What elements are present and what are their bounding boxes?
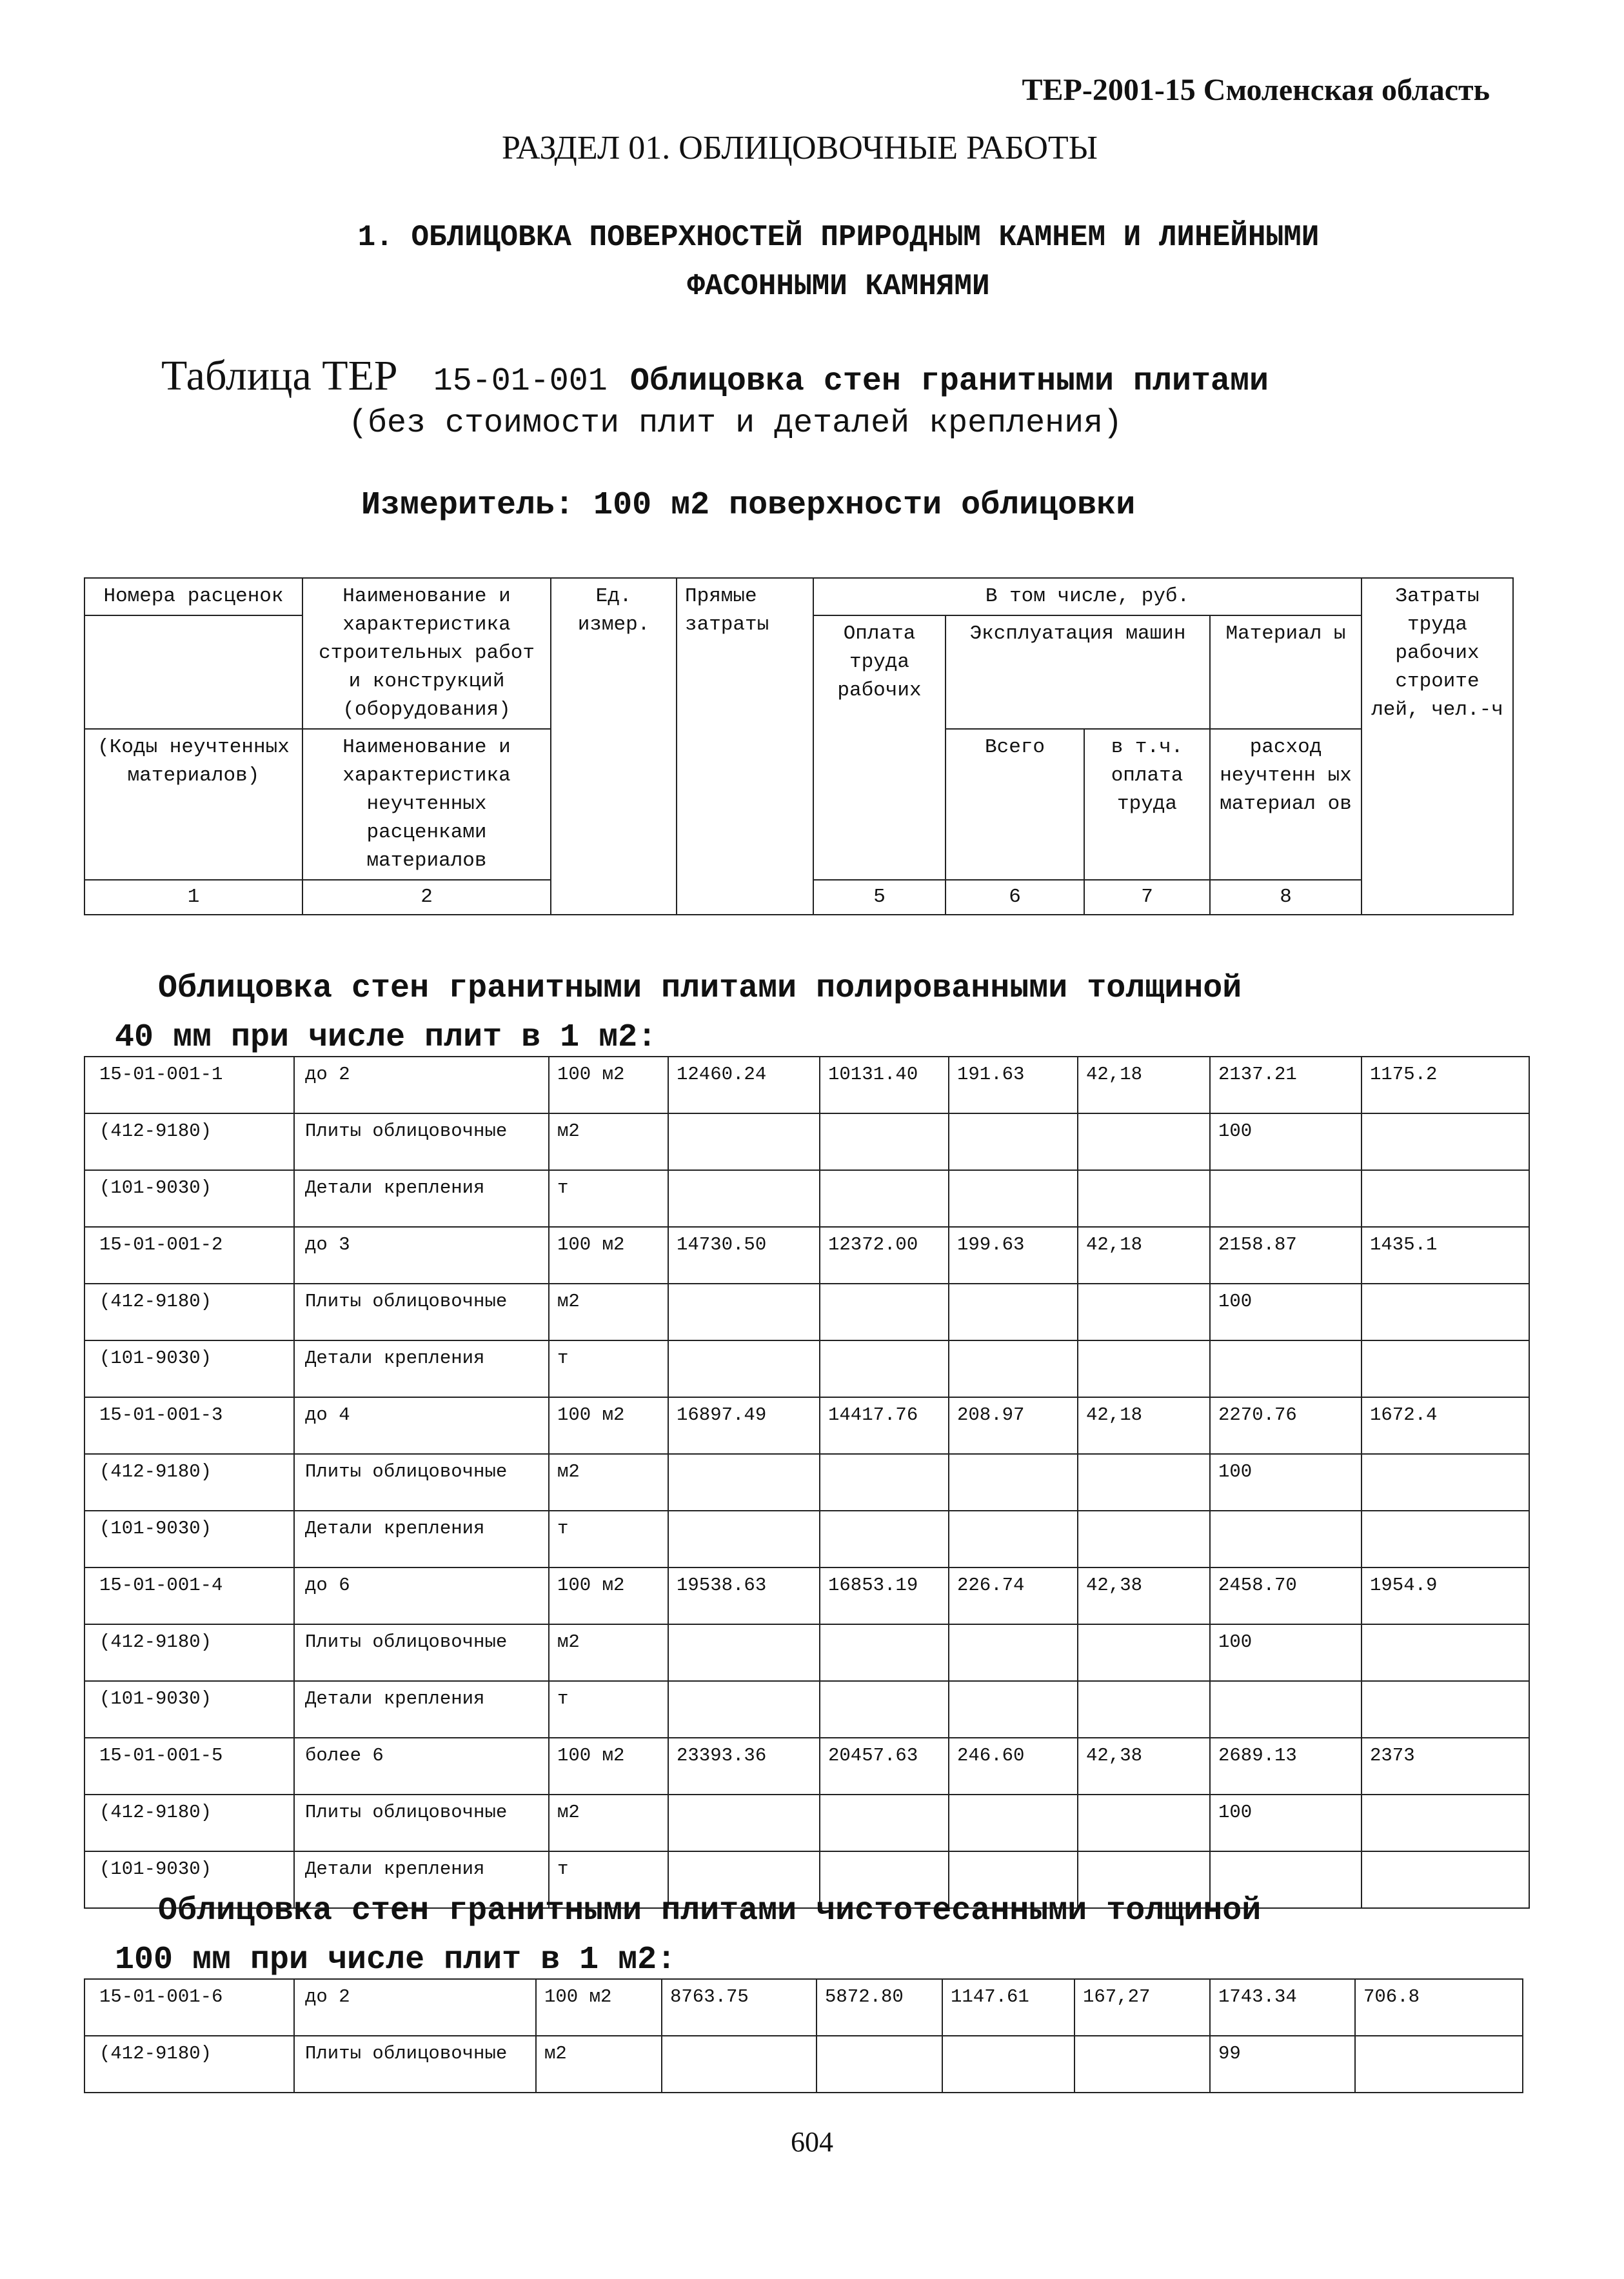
cell-materials [1210,1170,1362,1227]
cell-direct-costs [662,2036,817,2093]
cell-unit: 100 м2 [549,1567,668,1624]
cell-machines-wages [1078,1454,1210,1511]
header-machines-wages: в т.ч. оплата труда [1084,729,1210,880]
table-title [161,352,1516,401]
cell-labor [1362,1284,1529,1340]
cell-name: до 3 [294,1227,549,1284]
cell-unit: м2 [536,2036,662,2093]
subsection-title [193,213,1483,311]
cell-machines-wages [1078,1624,1210,1681]
cell-direct-costs: 19538.63 [668,1567,820,1624]
cell-wages: 16853.19 [820,1567,949,1624]
cell-machines-wages [1074,2036,1210,2093]
table-title-code: 15-01-001 [433,363,608,400]
header-col1-bottom: (Коды неучтенных материалов) [84,729,302,880]
cell-materials: 2137.21 [1210,1057,1362,1113]
cell-labor: 1954.9 [1362,1567,1529,1624]
cell-machines-total: 226.74 [949,1567,1078,1624]
cell-materials: 2458.70 [1210,1567,1362,1624]
cell-direct-costs [668,1170,820,1227]
cell-code: (101-9030) [84,1170,294,1227]
header-table [84,577,1514,915]
cell-direct-costs [668,1284,820,1340]
cell-machines-wages: 167,27 [1074,1979,1210,2036]
cell-machines-total [949,1624,1078,1681]
table-row [84,1057,1529,1113]
cell-code: (412-9180) [84,1624,294,1681]
table-row [84,1454,1529,1511]
header-col2-top: Наименование и характеристика строительных работ и конструкций (оборудования) [302,578,551,729]
page-number: 604 [791,2126,833,2158]
cell-code: 15-01-001-2 [84,1227,294,1284]
cell-code: 15-01-001-3 [84,1397,294,1454]
cell-wages [820,1681,949,1738]
unit-line: Измеритель: 100 м2 поверхности облицовки [361,487,1136,524]
cell-labor [1362,1681,1529,1738]
cell-machines-total [949,1511,1078,1567]
cell-machines-wages: 42,18 [1078,1227,1210,1284]
cell-materials: 100 [1210,1624,1362,1681]
cell-labor: 1672.4 [1362,1397,1529,1454]
cell-unit: т [549,1851,668,1908]
cell-name: Плиты облицовочные [294,1795,549,1851]
cell-machines-wages [1078,1340,1210,1397]
cell-name: Детали крепления [294,1511,549,1567]
table-row [84,1113,1529,1170]
cell-direct-costs [668,1113,820,1170]
group2-heading [0,1887,1599,1985]
cell-direct-costs [668,1340,820,1397]
col-number: 2 [302,880,551,915]
cell-labor: 2373 [1362,1738,1529,1795]
cell-unit: т [549,1170,668,1227]
cell-code: (412-9180) [84,1795,294,1851]
cell-wages [820,1511,949,1567]
cell-materials: 100 [1210,1454,1362,1511]
table-row [84,1284,1529,1340]
cell-labor [1362,1795,1529,1851]
cell-code: (412-9180) [84,1113,294,1170]
cell-materials: 1743.34 [1210,1979,1355,2036]
table-row [84,1979,1523,2036]
cell-code: (101-9030) [84,1340,294,1397]
cell-machines-total [942,2036,1074,2093]
cell-wages: 10131.40 [820,1057,949,1113]
cell-unit: 100 м2 [549,1397,668,1454]
cell-labor [1362,1624,1529,1681]
cell-name: Детали крепления [294,1170,549,1227]
cell-machines-total [949,1340,1078,1397]
cell-name: Детали крепления [294,1340,549,1397]
cell-unit: м2 [549,1624,668,1681]
cell-direct-costs: 8763.75 [662,1979,817,2036]
cell-direct-costs [668,1454,820,1511]
header-col1-top: Номера расценок [84,578,302,615]
cell-labor [1362,1113,1529,1170]
cell-wages [820,1795,949,1851]
table-row [84,1681,1529,1738]
cell-code: (412-9180) [84,2036,294,2093]
cell-name: до 6 [294,1567,549,1624]
cell-wages: 5872.80 [817,1979,942,2036]
table-row [84,1397,1529,1454]
cell-code: (412-9180) [84,1284,294,1340]
cell-wages [817,2036,942,2093]
cell-materials: 100 [1210,1284,1362,1340]
cell-unit: м2 [549,1454,668,1511]
cell-name: до 2 [294,1979,536,2036]
cell-unit: 100 м2 [549,1738,668,1795]
table-title-prefix: Таблица ТЕР [161,352,398,399]
cell-machines-wages: 42,18 [1078,1397,1210,1454]
table-row [84,2036,1523,2093]
cell-materials: 100 [1210,1113,1362,1170]
cell-code: (101-9030) [84,1681,294,1738]
cell-machines-wages: 42,18 [1078,1057,1210,1113]
cell-machines-total [949,1113,1078,1170]
cell-wages [820,1624,949,1681]
cell-wages: 12372.00 [820,1227,949,1284]
cell-machines-wages [1078,1170,1210,1227]
cell-unit: 100 м2 [536,1979,662,2036]
cell-code: (101-9030) [84,1851,294,1908]
header-col2-bottom: Наименование и характеристика неучтенных расценками материалов [302,729,551,880]
table-row [84,1340,1529,1397]
col-number: 5 [813,880,946,915]
table-row [84,1567,1529,1624]
cell-wages [820,1113,949,1170]
cell-direct-costs: 12460.24 [668,1057,820,1113]
cell-name: Плиты облицовочные [294,1284,549,1340]
cell-machines-total [949,1284,1078,1340]
cell-labor: 706.8 [1355,1979,1523,2036]
cell-machines-wages: 42,38 [1078,1567,1210,1624]
cell-materials: 100 [1210,1795,1362,1851]
cell-machines-total [949,1795,1078,1851]
cell-labor [1355,2036,1523,2093]
col-number: 6 [946,880,1084,915]
header-machines: Эксплуатация машин [946,615,1210,729]
subsection-line-1: 1. ОБЛИЦОВКА ПОВЕРХНОСТЕЙ ПРИРОДНЫМ КАМНЕМ И ЛИНЕЙНЫМИ [357,221,1320,254]
cell-machines-total: 208.97 [949,1397,1078,1454]
cell-labor [1362,1511,1529,1567]
header-labor: Затраты труда рабочих строите лей, чел.-ч [1362,578,1513,915]
cell-code: (101-9030) [84,1511,294,1567]
cell-machines-total: 1147.61 [942,1979,1074,2036]
header-incl: В том числе, руб. [813,578,1362,615]
cell-machines-total [949,1454,1078,1511]
cell-unit: 100 м2 [549,1227,668,1284]
cell-unit: м2 [549,1284,668,1340]
cell-unit: м2 [549,1795,668,1851]
cell-unit: т [549,1511,668,1567]
cell-machines-wages [1078,1511,1210,1567]
cell-machines-total: 199.63 [949,1227,1078,1284]
col-number: 8 [1210,880,1362,915]
cell-name: Детали крепления [294,1851,549,1908]
cell-labor: 1435.1 [1362,1227,1529,1284]
table-row [84,1170,1529,1227]
cell-direct-costs [668,1511,820,1567]
cell-wages: 20457.63 [820,1738,949,1795]
cell-labor [1362,1170,1529,1227]
cell-code: 15-01-001-6 [84,1979,294,2036]
cell-unit: м2 [549,1113,668,1170]
header-machines-total: Всего [946,729,1084,880]
section-title: РАЗДЕЛ 01. ОБЛИЦОВОЧНЫЕ РАБОТЫ [502,130,1098,166]
cell-wages: 14417.76 [820,1397,949,1454]
cell-name: Плиты облицовочные [294,1113,549,1170]
cell-machines-wages [1078,1113,1210,1170]
cell-materials [1210,1511,1362,1567]
header-materials: Материал ы [1210,615,1362,729]
table-row [84,1795,1529,1851]
cell-direct-costs: 14730.50 [668,1227,820,1284]
cell-materials: 2158.87 [1210,1227,1362,1284]
cell-code: 15-01-001-4 [84,1567,294,1624]
cell-code: 15-01-001-1 [84,1057,294,1113]
cell-machines-wages [1078,1284,1210,1340]
cell-unit: т [549,1681,668,1738]
group2-table [84,1978,1523,2093]
table-row [84,1511,1529,1567]
cell-machines-total: 191.63 [949,1057,1078,1113]
col-number: 1 [84,880,302,915]
header-col4: Прямые затраты [677,578,813,915]
cell-wages [820,1454,949,1511]
cell-unit: 100 м2 [549,1057,668,1113]
cell-wages [820,1170,949,1227]
table-title-name: Облицовка стен гранитными плитами [629,363,1269,400]
col-number: 7 [1084,880,1210,915]
cell-wages [820,1340,949,1397]
cell-name: более 6 [294,1738,549,1795]
group2-heading-line-1: Облицовка стен гранитными плитами чистотесанными толщиной [158,1893,1262,1929]
running-header: ТЕР-2001-15 Смоленская область [1022,73,1490,107]
group1-heading [0,964,1599,1062]
table-row [84,1624,1529,1681]
cell-machines-total [949,1170,1078,1227]
cell-wages [820,1284,949,1340]
cell-name: до 4 [294,1397,549,1454]
cell-name: Детали крепления [294,1681,549,1738]
group1-table [84,1056,1530,1909]
cell-unit: т [549,1340,668,1397]
subsection-line-2: ФАСОННЫМИ КАМНЯМИ [687,270,990,303]
table-row [84,1227,1529,1284]
header-materials-sub: расход неучтенн ых материал ов [1210,729,1362,880]
header-col3: Ед. измер. [551,578,677,915]
cell-direct-costs [668,1795,820,1851]
group2-heading-line-2: 100 мм при числе плит в 1 м2: [115,1942,677,1978]
group1-heading-line-1: Облицовка стен гранитными плитами полированными толщиной [158,970,1242,1007]
cell-direct-costs: 16897.49 [668,1397,820,1454]
cell-code: 15-01-001-5 [84,1738,294,1795]
cell-labor [1362,1340,1529,1397]
cell-name: Плиты облицовочные [294,1624,549,1681]
table-row [84,1738,1529,1795]
cell-machines-wages [1078,1681,1210,1738]
cell-name: Плиты облицовочные [294,2036,536,2093]
cell-materials: 99 [1210,2036,1355,2093]
cell-machines-wages: 42,38 [1078,1738,1210,1795]
table-note: (без стоимости плит и деталей крепления) [348,405,1123,442]
cell-materials [1210,1340,1362,1397]
cell-code: (412-9180) [84,1454,294,1511]
cell-direct-costs [668,1681,820,1738]
cell-machines-total: 246.60 [949,1738,1078,1795]
header-wages: Оплата труда рабочих [813,615,946,880]
cell-labor: 1175.2 [1362,1057,1529,1113]
cell-direct-costs: 23393.36 [668,1738,820,1795]
cell-machines-total [949,1681,1078,1738]
cell-materials: 2270.76 [1210,1397,1362,1454]
cell-materials: 2689.13 [1210,1738,1362,1795]
cell-machines-wages [1078,1795,1210,1851]
cell-direct-costs [668,1624,820,1681]
cell-materials [1210,1681,1362,1738]
cell-labor [1362,1454,1529,1511]
cell-name: Плиты облицовочные [294,1454,549,1511]
group1-heading-line-2: 40 мм при числе плит в 1 м2: [115,1019,657,1056]
cell-name: до 2 [294,1057,549,1113]
